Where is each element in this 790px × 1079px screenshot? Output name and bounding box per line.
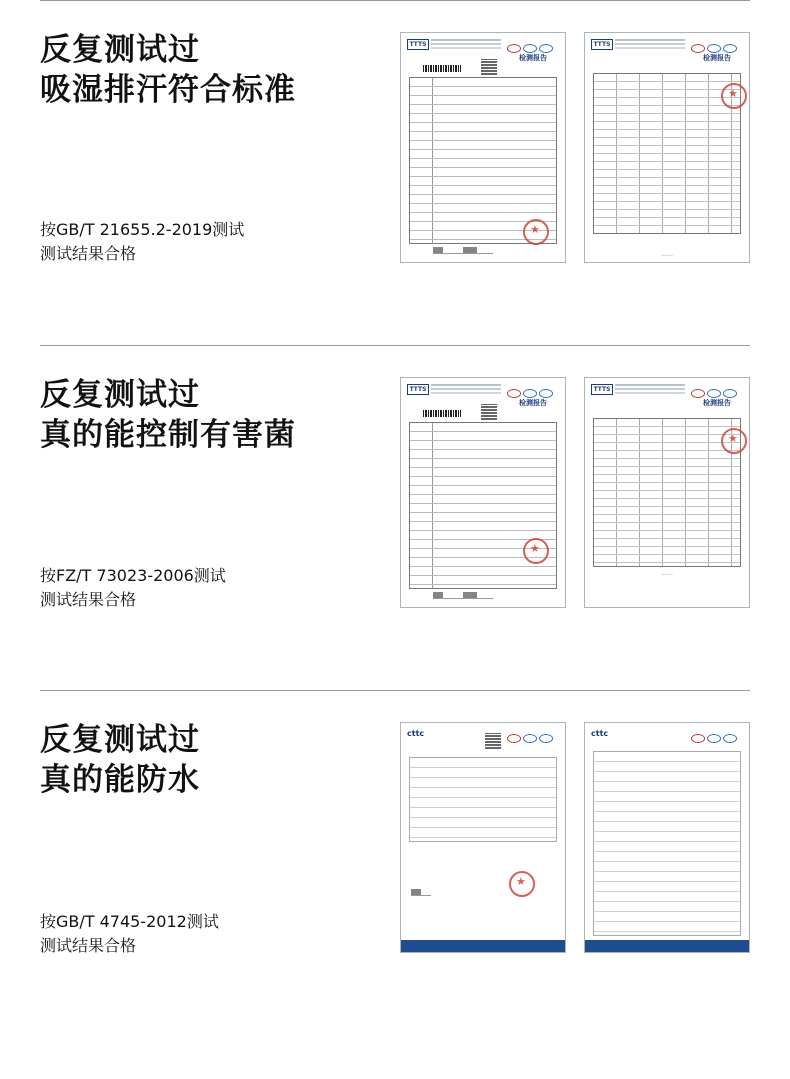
page-number-mark: ——— [661,572,673,577]
cttc-logo: cttc [591,729,609,738]
test-report-image [400,32,566,263]
ttts-logo: TTTS [407,384,429,395]
test-report-image [400,377,566,608]
section-2-title [40,375,296,455]
report-table [593,751,741,936]
red-seal-stamp [721,428,747,454]
section-2-title-line2: 真的能控制有害菌 [40,417,296,453]
certification-logos [691,383,743,393]
test-report-image [584,722,750,953]
report-table [593,73,741,234]
qr-code [481,404,497,420]
signature [433,592,493,599]
certification-logos [691,728,743,738]
section-divider [40,690,750,691]
qr-code [481,59,497,75]
section-3-description [40,910,219,958]
section-3-title-line2: 真的能防水 [40,762,200,798]
report-title: 检测报告 [703,54,731,62]
qr-code [485,733,501,749]
report-header-lines [431,39,501,41]
section-1-description [40,218,244,266]
section-1-result: 测试结果合格 [40,244,137,263]
section-3-title-line1: 反复测试过 [40,722,200,758]
red-seal-stamp [523,219,549,245]
section-2-description [40,564,226,612]
page-number-mark: ——— [661,253,673,258]
report-footer-bar [401,940,565,952]
barcode [423,410,461,417]
ttts-logo: TTTS [591,384,613,395]
section-3-title [40,720,200,800]
section-2-title-line1: 反复测试过 [40,377,200,413]
report-header-lines [615,39,685,41]
certification-logos [691,38,743,48]
red-seal-stamp [523,538,549,564]
barcode [423,65,461,72]
report-header-lines [431,384,501,386]
report-footer-bar [585,940,749,952]
section-divider-top [40,0,750,1]
red-seal-stamp [509,871,535,897]
section-2-result: 测试结果合格 [40,590,137,609]
cttc-logo: cttc [407,729,425,738]
red-seal-stamp [721,83,747,109]
report-table [593,418,741,567]
test-report-image [400,722,566,953]
report-header-lines [615,384,685,386]
section-2-standard: 按FZ/T 73023-2006测试 [40,566,226,585]
certification-logos [507,38,559,48]
section-3-result: 测试结果合格 [40,936,137,955]
report-title: 检测报告 [519,399,547,407]
report-table [409,757,557,842]
certification-logos [507,383,559,393]
ttts-logo: TTTS [591,39,613,50]
section-1-title-line2: 吸湿排汗符合标准 [40,72,296,108]
signature [411,889,431,896]
section-3-standard: 按GB/T 4745-2012测试 [40,912,219,931]
section-1-title [40,30,296,110]
certification-logos [507,728,559,738]
test-report-image [584,32,750,263]
signature [433,247,493,254]
section-1-title-line1: 反复测试过 [40,32,200,68]
section-divider [40,345,750,346]
report-title: 检测报告 [519,54,547,62]
section-1-standard: 按GB/T 21655.2-2019测试 [40,220,245,239]
ttts-logo: TTTS [407,39,429,50]
test-report-image [584,377,750,608]
report-title: 检测报告 [703,399,731,407]
